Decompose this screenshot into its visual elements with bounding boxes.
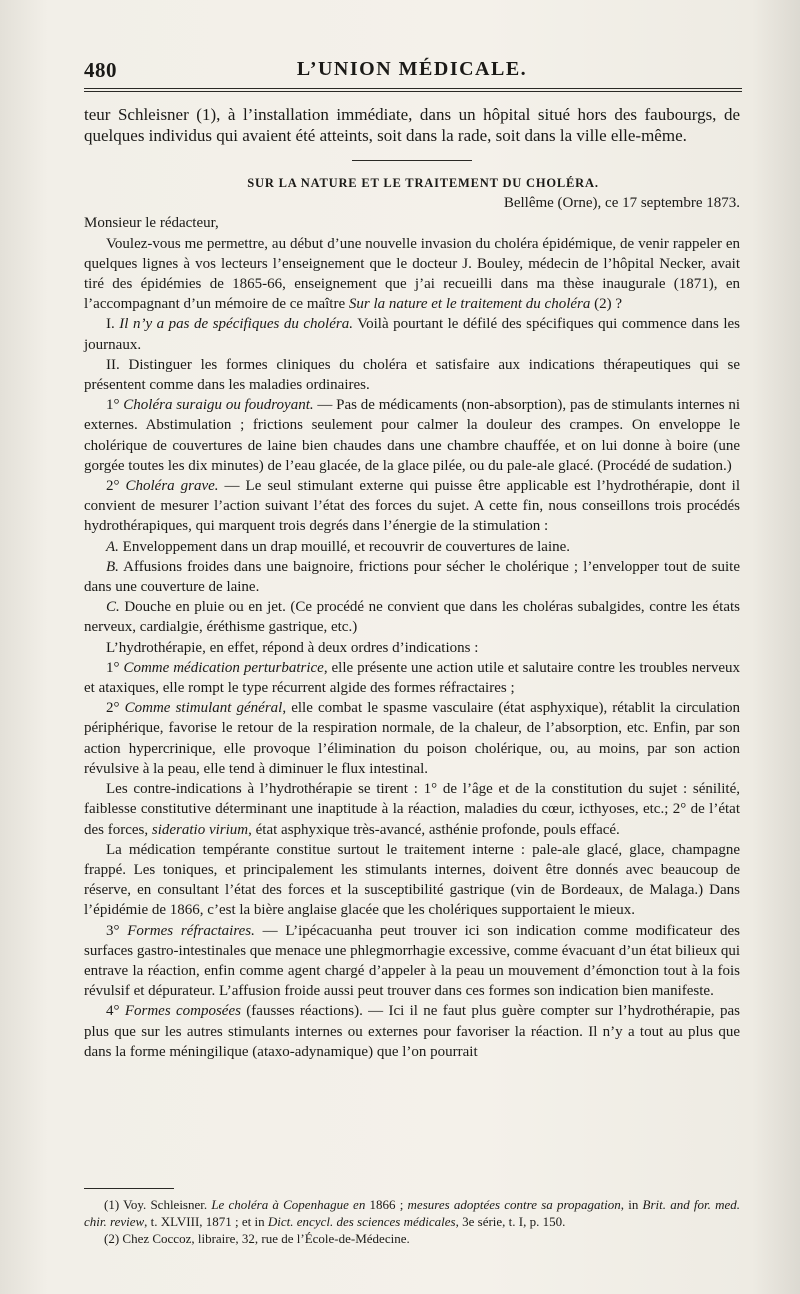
continuation-paragraph: teur Schleisner (1), à l’installation immédiate, dans un hôpital situé hors des faubourgs, de quelques individus qui avaient été atteints, soit dans la rade, soit dans la ville elle-même. — [84, 105, 740, 145]
main-text — [84, 104, 740, 1062]
indication-1: 1° Comme médication perturbatrice, elle présente une action utile et salutaire contre les troubles nerveux et ataxiques, elle rompt le type récurrent algide des formes réfractaires ; — [84, 659, 741, 697]
footnotes — [84, 1196, 740, 1247]
paragraph-ii: II. Distinguer les formes cliniques du choléra et satisfaire aux indications thérapeutiques qui se présentent comme dans les maladies ordinaires. — [84, 356, 740, 394]
intro-paragraph: Voulez-vous me permettre, au début d’une nouvelle invasion du choléra épidémique, de venir rappeler en quelques lignes à vos lecteurs l’enseignement que le docteur J. Bouley, médecin de l’hôpital Necker, avait tiré des épidémies de 1865-66, enseignement que j’ai recueilli dans ma thèse inaugurale (1871), en l’accompagnant d’un mémoire de ce maître Sur la nature et le traitement du choléra (2) ? — [84, 235, 740, 313]
form-1-paragraph: 1° Choléra suraigu ou foudroyant. — Pas de médicaments (non-absorption), pas de stimulants internes ni externes. Abstimulation ; frictions seulement pour calmer la douleur des crampes. On enveloppe le cholérique de couvertures de laine bien chaudes dans une chambre chauffée, et on lui donne à boire (une gorgée toutes les dix minutes) de l’eau glacée, de la glace pilée, ou du pale-ale glacé. (Procédé de sudation.) — [84, 397, 740, 474]
footnote-rule — [84, 1188, 174, 1189]
header-rule-double — [84, 91, 742, 92]
procedure-a: A. Enveloppement dans un drap mouillé, et recouvrir de couvertures de laine. — [106, 538, 571, 555]
page-number: 480 — [84, 58, 117, 82]
procedure-c: C. Douche en pluie ou en jet. (Ce procédé ne convient que dans les choléras subalgides, contre les états nerveux, cardialgie, éréthisme gastrique, etc.) — [84, 599, 740, 636]
journal-title: L’UNION MÉDICALE. — [296, 58, 528, 80]
procedure-b: B. Affusions froides dans une baignoire, frictions pour sécher le cholérique ; l’envelopper tout de suite dans une couverture de laine. — [84, 558, 740, 596]
form-4-paragraph: 4° Formes composées (fausses réactions). — Ici il ne faut plus guère compter sur l’hydrothérapie, pas plus que sur les autres stimulants internes ou externes pour favoriser la réaction. Il n’y a tout au plus que dans la forme méningilique (ataxo-adynamique) que l’on pourrait — [84, 1003, 741, 1060]
article-title: SUR LA NATURE ET LE TRAITEMENT DU CHOLÉRA. — [247, 176, 599, 190]
footnote-2: (2) Chez Coccoz, libraire, 32, rue de l’École-de-Médecine. — [104, 1231, 410, 1246]
form-3-paragraph: 3° Formes réfractaires. — L’ipécacuanha peut trouver ici son indication comme modificateur des surfaces gastro-intestinales que menace une phlegmorrhagie excessive, comme évacuant d’un état bilieux qui entrave la réaction, enfin comme agent chargé d’appeler à la peau un mouvement d’émonction tout à la fois révulsif et dépurateur. L’affusion froide aussi peut trouver dans ces formes son indication bien manifeste. — [84, 922, 741, 1000]
paragraph-i: I. Il n’y a pas de spécifiques du choléra. Voilà pourtant le défilé des spécifiques qui commence dans les journaux. — [84, 316, 741, 353]
form-2-paragraph: 2° Choléra grave. — Le seul stimulant externe qui puisse être applicable est l’hydrothérapie, dont il convient de mesurer l’action suivant l’état des forces du sujet. A cette fin, nous conseillons trois procédés hydrothérapiques, qui marquent trois degrés dans l’énergie de la stimulation : — [84, 478, 741, 535]
medication-paragraph: La médication tempérante constitue surtout le traitement interne : pale-ale glacé, glace, champagne frappé. Les toniques, et principalement les stimulants internes, doivent être donnés avec beaucoup de réserve, en consultant l’état des forces et la susceptibilité gastrique (vin de Bordeaux, de Malaga.) Dans l’épidémie de 1866, c’est la bière anglaise glacée que les cholériques supportaient le mieux. — [84, 841, 740, 919]
dateline: Bellême (Orne), ce 17 septembre 1873. — [503, 195, 740, 212]
footnote-1: (1) Voy. Schleisner. Le choléra à Copenhague en 1866 ; mesures adoptées contre sa propagation, in Brit. and for. med. chir. review, t. XLVIII, 1871 ; et in Dict. encycl. des sciences médicales, 3e série, t. I, p. 150. — [84, 1197, 740, 1229]
running-head — [84, 58, 740, 84]
contraindications-paragraph: Les contre-indications à l’hydrothérapie se tirent : 1° de l’âge et de la constitution du sujet : sénilité, faiblesse constitutive déterminant une inaptitude à la réaction, maladies du cœur, icthyoses, etc.; 2° de l’état des forces, sideratio virium, état asphyxique très-avancé, asthénie profonde, pouls effacé. — [84, 781, 740, 838]
indication-2: 2° Comme stimulant général, elle combat le spasme vasculaire (état asphyxique), rétablit la circulation périphérique, favorise le retour de la respiration normale, de la chaleur, de l’absorption, etc. Enfin, par son action hypercrinique, elle provoque l’élimination du poison cholérique, ou, au moins, par son action révulsive à la peau, elle tend à diminuer le flux intestinal. — [84, 700, 740, 777]
salutation: Monsieur le rédacteur, — [84, 215, 219, 232]
hydrotherapy-intro: L’hydrothérapie, en effet, répond à deux ordres d’indications : — [106, 639, 479, 656]
header-rule — [84, 88, 742, 89]
section-rule — [352, 160, 472, 161]
